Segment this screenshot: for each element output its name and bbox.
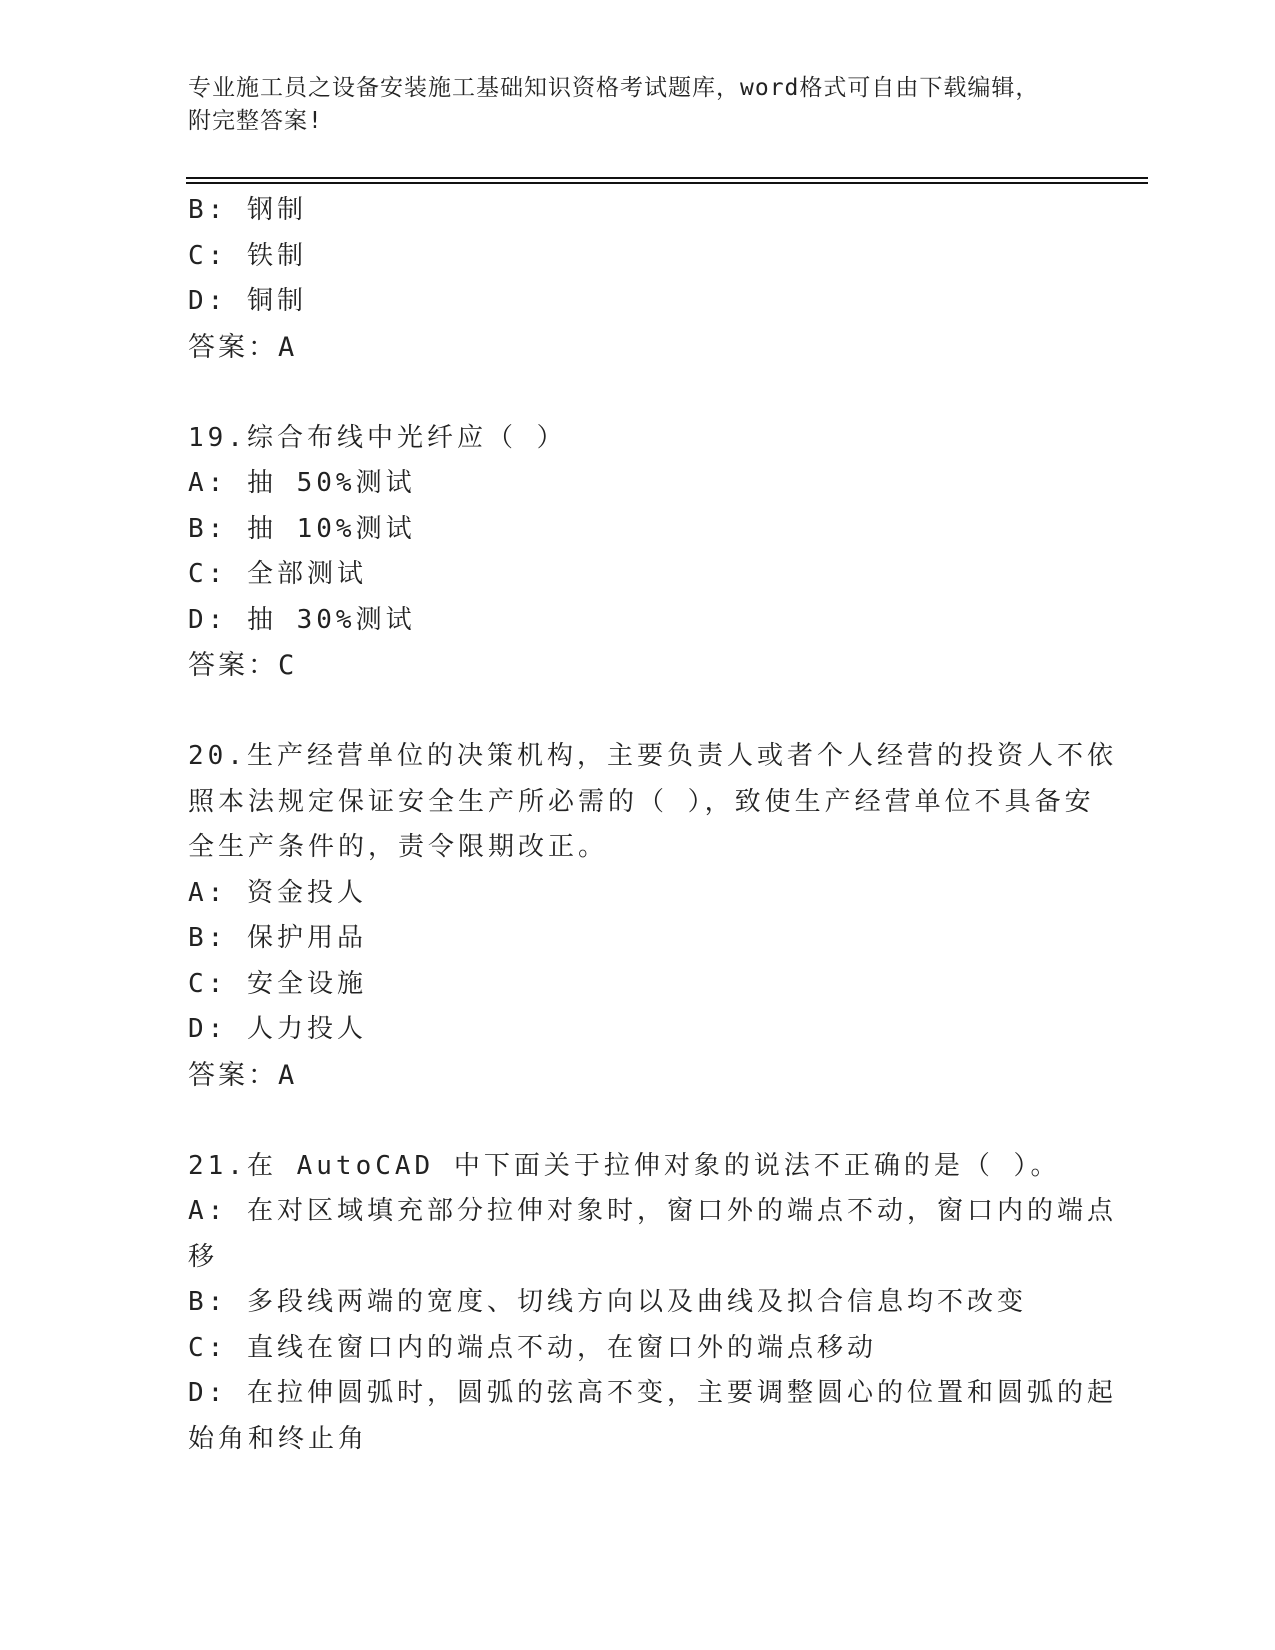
question-stem: 20.生产经营单位的决策机构，主要负责人或者个人经营的投资人不依 — [188, 741, 1117, 771]
answer-line: 答案：A — [188, 331, 298, 363]
question-19 — [188, 416, 1088, 689]
document-header — [188, 72, 1088, 138]
question-stem: 21.在 AutoCAD 中下面关于拉伸对象的说法不正确的是（ ）。 — [188, 1150, 1061, 1181]
question-21 — [188, 1144, 1117, 1463]
question-stem: 19.综合布线中光纤应（ ） — [188, 422, 567, 453]
spacer — [188, 370, 1088, 416]
option-c: C: 直线在窗口内的端点不动，在窗口外的端点移动 — [188, 1332, 877, 1363]
header-line-1: 专业施工员之设备安装施工基础知识资格考试题库，word格式可自由下载编辑， — [188, 75, 1040, 101]
option-a: A: 在对区域填充部分拉伸对象时，窗口外的端点不动，窗口内的端点 — [188, 1196, 1117, 1226]
option-a: A: 资金投人 — [188, 877, 367, 908]
option-d: D: 铜制 — [188, 286, 307, 316]
option-b: B: 抽 10%测试 — [188, 513, 416, 544]
question-18-continued — [188, 188, 1088, 370]
question-stem-cont: 照本法规定保证安全生产所必需的（ ），致使生产经营单位不具备安 — [188, 786, 1095, 817]
option-d: D: 人力投人 — [188, 1014, 367, 1044]
question-list — [188, 188, 1117, 1462]
option-d: D: 在拉伸圆弧时，圆弧的弦高不变，主要调整圆心的位置和圆弧的起 — [188, 1378, 1117, 1408]
option-b: B: 钢制 — [188, 195, 307, 225]
answer-line: 答案：A — [188, 1059, 298, 1091]
spacer — [188, 689, 1088, 735]
option-c: C: 安全设施 — [188, 968, 367, 999]
option-a: A: 抽 50%测试 — [188, 468, 416, 498]
question-20 — [188, 734, 1117, 1098]
header-rule-bottom — [186, 182, 1148, 184]
option-c: C: 全部测试 — [188, 559, 367, 589]
header-rule-top — [186, 177, 1148, 179]
option-a-cont: 移 — [188, 1241, 219, 1272]
option-c: C: 铁制 — [188, 240, 307, 271]
answer-line: 答案：C — [188, 650, 298, 681]
spacer — [188, 1098, 1088, 1144]
option-b: B: 保护用品 — [188, 923, 367, 953]
option-d-cont: 始角和终止角 — [188, 1423, 369, 1454]
question-stem-cont: 全生产条件的，责令限期改正。 — [188, 832, 609, 862]
header-line-2: 附完整答案! — [188, 108, 323, 134]
option-d: D: 抽 30%测试 — [188, 604, 416, 635]
option-b: B: 多段线两端的宽度、切线方向以及曲线及拟合信息均不改变 — [188, 1287, 1027, 1317]
